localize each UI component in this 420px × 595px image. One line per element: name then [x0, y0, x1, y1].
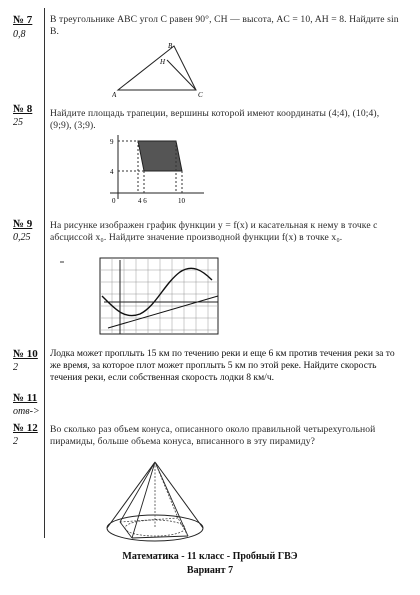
label-a: A: [112, 91, 117, 98]
label-h: H: [160, 58, 166, 66]
problem-9-answer: 0,25: [13, 232, 31, 243]
function-graph: [52, 256, 222, 338]
axis-label-10: 10: [178, 197, 185, 205]
axis-label-0: 0: [112, 197, 116, 205]
problem-12-answer: 2: [13, 436, 18, 447]
footer-variant: Вариант 7: [186, 565, 234, 576]
problem-10-answer: 2: [13, 362, 18, 373]
axis-label-4: 4: [110, 168, 114, 176]
problem-8-number: № 8: [13, 103, 33, 115]
problem-8-answer: 25: [13, 117, 23, 128]
problem-7-number: № 7: [13, 14, 33, 26]
axis-label-9: 9: [110, 138, 114, 146]
problem-12-number: № 12: [13, 422, 38, 434]
problem-10-number: № 10: [13, 348, 38, 360]
left-margin-line: [44, 8, 45, 538]
problem-11-answer: отв->: [13, 406, 40, 417]
trapezoid-figure: [104, 133, 208, 209]
problem-9-text: На рисунке изображен график функции y = f(x) и касательная к нему в точке с абсциссой x₀. Найдите значение производной функции f(x) в точке x₀.: [50, 220, 378, 243]
problem-10-text: Лодка может проплыть 15 км по течению реки и еще 6 км против течения реки за то же время, за которое плот может проплыть 5 км по этой реке. Найдите скорость течения реки, если собственная скорость лодки 8 км/ч.: [50, 348, 395, 383]
problem-12-text: Во сколько раз объем конуса, описанного около правильной четырехугольной пирамиды, больше объема конуса, вписанного в эту пирамиду?: [50, 424, 376, 447]
label-b: B: [168, 42, 173, 50]
problem-11-number: № 11: [13, 392, 38, 404]
cone-pyramid-figure: [100, 458, 210, 546]
problem-9-number: № 9: [13, 218, 33, 230]
problem-7-answer: 0,8: [13, 29, 26, 40]
footer-title: Математика - 11 класс - Пробный ГВЭ: [122, 551, 298, 562]
axis-label-x: 4 6: [138, 197, 147, 205]
triangle-figure: [112, 40, 208, 98]
problem-8-text: Найдите площадь трапеции, вершины которой имеют координаты (4;4), (10;4), (9;9), (3;9).: [50, 108, 380, 131]
problem-7-text: В треугольнике ABC угол C равен 90°, CH — высота, AC = 10, AH = 8. Найдите sin B.: [50, 14, 399, 37]
label-c: C: [198, 91, 203, 98]
